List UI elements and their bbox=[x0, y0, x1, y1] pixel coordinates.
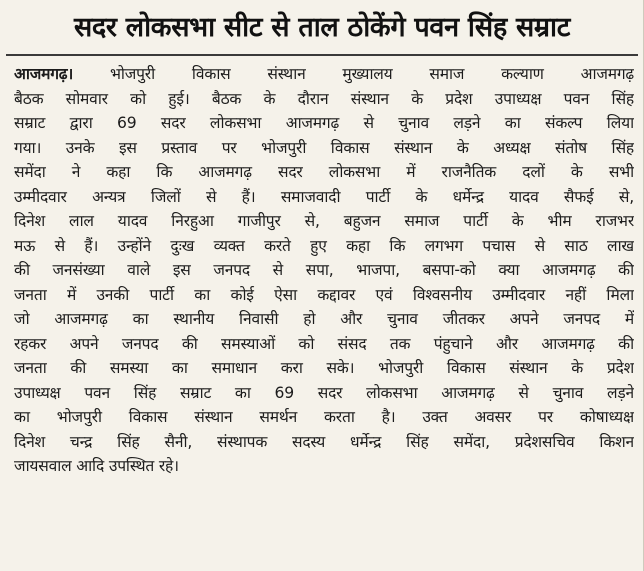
article-line-1 bbox=[14, 62, 634, 87]
article-line-17: जायसवाल आदि उपस्थित रहे। bbox=[14, 457, 179, 475]
article-line-6: उम्मीदवार अन्यत्र जिलों से हैं। समाजवादी पार्टी के धर्मेन्द्र यादव सैफई से, bbox=[14, 187, 634, 206]
article-line-1-text: भोजपुरी विकास संस्थान मुख्यालय समाज कल्याण आजमगढ़ bbox=[109, 65, 634, 83]
article-line-16: दिनेश चन्द्र सिंह सैनी, संस्थापक सदस्य धर्मेन्द्र सिंह समेंदा, प्रदेशसचिव किशन bbox=[14, 432, 634, 451]
article-line-9: की जनसंख्या वाले इस जनपद से सपा, भाजपा, बसपा-को क्या आजमगढ़ की bbox=[14, 261, 634, 279]
article-line-13: जनता की समस्या का समाधान करा सके। भोजपुरी विकास संस्थान के प्रदेश bbox=[14, 359, 634, 377]
article-line-10: जनता में उनकी पार्टी का कोई ऐसा कद्दावर एवं विश्वसनीय उम्मीदवार नहीं मिला bbox=[14, 285, 634, 304]
article-line-12: रहकर अपने जनपद की समस्याओं को संसद तक पंहुचाने और आजमगढ़ की bbox=[14, 334, 634, 353]
article-line-14: उपाध्यक्ष पवन सिंह सम्राट का 69 सदर लोकसभा आजमगढ़ से चुनाव लड़ने bbox=[14, 383, 634, 402]
article-body bbox=[14, 62, 634, 479]
article-line-3: सम्राट द्वारा 69 सदर लोकसभा आजमगढ़ से चुनाव लड़ने का संकल्प लिया bbox=[14, 114, 634, 132]
article-line-11: जो आजमगढ़ का स्थानीय निवासी हो और चुनाव जीतकर अपने जनपद में bbox=[14, 310, 634, 328]
headline-divider bbox=[6, 54, 638, 56]
article-dateline: आजमगढ़। bbox=[14, 65, 74, 83]
article-line-2: बैठक सोमवार को हुई। बैठक के दौरान संस्थान के प्रदेश उपाध्यक्ष पवन सिंह bbox=[14, 89, 634, 108]
article-headline: सदर लोकसभा सीट से ताल ठोकेंगे पवन सिंह सम्राट bbox=[73, 12, 571, 43]
article-line-5: समेंदा ने कहा कि आजमगढ़ सदर लोकसभा में राजनैतिक दलों के सभी bbox=[14, 163, 634, 181]
article-line-4: गया। उनके इस प्रस्ताव पर भोजपुरी विकास संस्थान के अध्यक्ष संतोष सिंह bbox=[14, 138, 634, 157]
article-line-15: का भोजपुरी विकास संस्थान समर्थन करता है। उक्त अवसर पर कोषाध्यक्ष bbox=[14, 408, 634, 426]
article-line-7: दिनेश लाल यादव निरहुआ गाजीपुर से, बहुजन समाज पार्टी के भीम राजभर bbox=[14, 212, 634, 230]
article-line-8: मऊ से हैं। उन्होंने दुःख व्यक्त करते हुए कहा कि लगभग पचास से साठ लाख bbox=[14, 236, 634, 255]
